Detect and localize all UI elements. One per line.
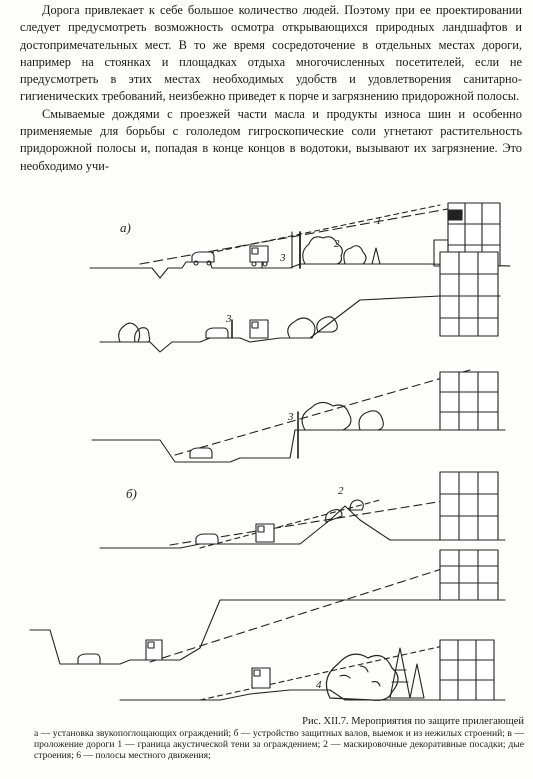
cross-section-6 bbox=[120, 640, 505, 700]
label-b: б) bbox=[126, 486, 137, 501]
cross-section-3 bbox=[92, 370, 505, 462]
building-5 bbox=[440, 550, 498, 600]
paragraph-1: Дорога привлекает к себе большое количество людей. Поэтому при ее проектировании следует предусмотреть возможность осмотра открывающихся природных ландшафтов и достопримечательных мест. В то же время сосредоточение в отдельных местах дороги, например на стоянках и площадках отдыха многочисленных посетителей, если не предусмотреть в этих местах необходимых удобств и удовлетворения санитарно-гигиенических требований, неизбежно приведет к порче и загрязнению придорожной полосы. bbox=[20, 3, 522, 104]
building-6 bbox=[440, 640, 494, 700]
figure-caption bbox=[34, 715, 524, 762]
cross-section-5 bbox=[30, 550, 505, 664]
callout-3-a: 3 bbox=[280, 252, 286, 264]
building-3 bbox=[440, 372, 498, 430]
callout-3-c: 3 bbox=[288, 411, 294, 423]
caption-body: а — установка звукопоглощающих ограждений; б — устройство защитных валов, выемок и из нежилых строений; в — проложение дороги 1 — граница акустической тени за ограждением; 2 — маскировочные декоративные посадки; дые строения; 6 — полосы местного движения; bbox=[34, 728, 524, 762]
callout-2-a: 2 bbox=[334, 238, 340, 250]
label-a: а) bbox=[120, 220, 131, 235]
paragraph-2: Смываемые дождями с проезжей части масла и продукты износа шин и особенно применяемые для борьбы с гололедом гигроскопические соли угнетают растительность придорожной полосы и, попадая в конце концов в водотоки, вызывают их загрязнение. Это необходимо учи- bbox=[20, 106, 522, 173]
callout-3-b: 3 bbox=[226, 313, 232, 325]
cross-section-4 bbox=[100, 472, 505, 548]
building-4 bbox=[440, 472, 498, 540]
building-2 bbox=[440, 252, 498, 336]
callout-1: 1 bbox=[376, 215, 382, 227]
callout-2-b: 2 bbox=[338, 485, 344, 497]
callout-4: 4 bbox=[316, 679, 322, 691]
caption-title: Рис. XII.7. Мероприятия по защите прилегающей bbox=[302, 716, 524, 727]
